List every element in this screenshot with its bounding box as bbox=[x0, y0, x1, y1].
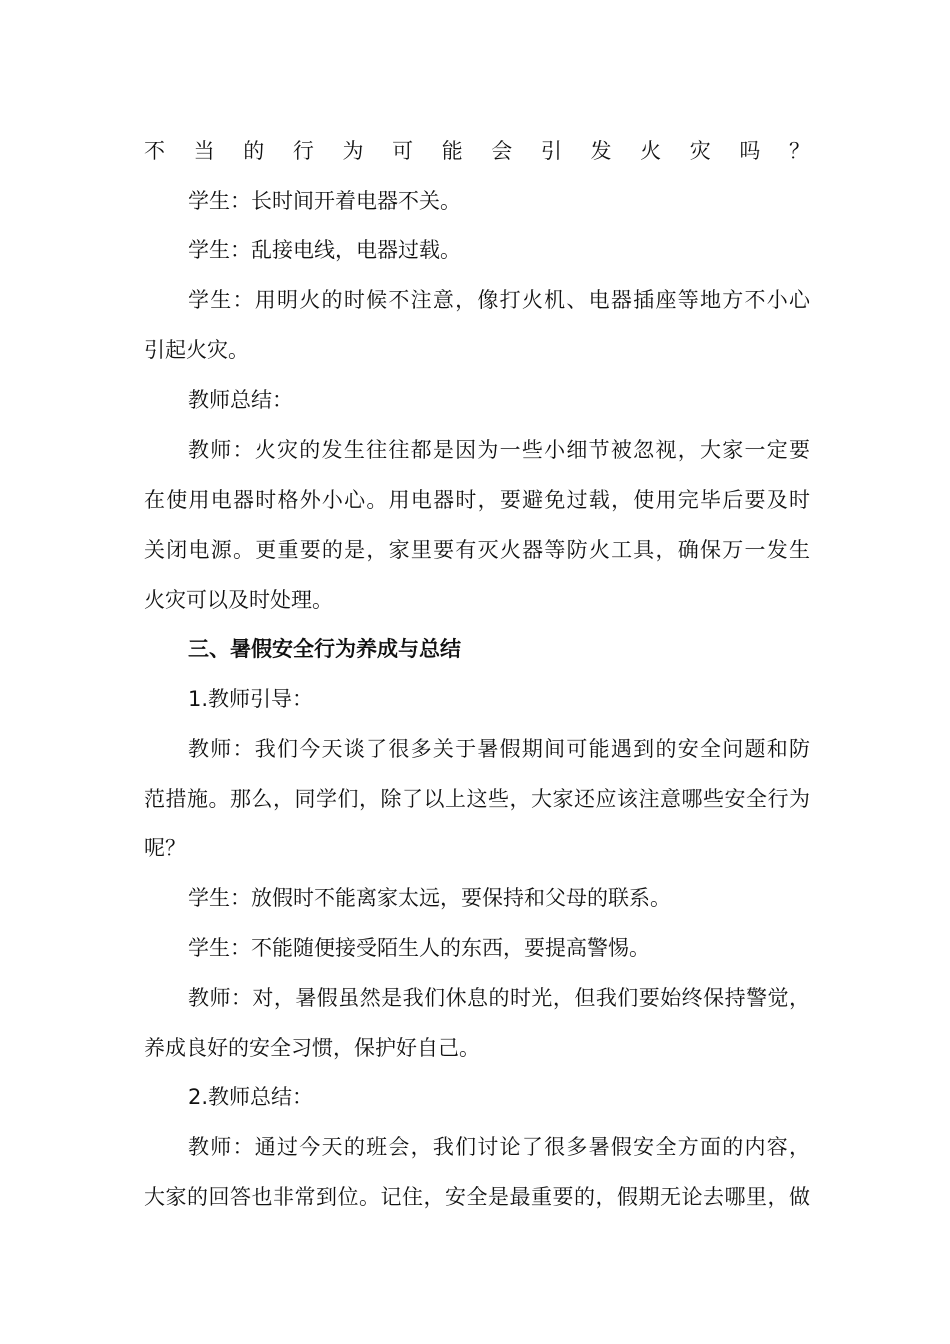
text-line: 教师总结： bbox=[188, 388, 293, 412]
text-line: 学生：放假时不能离家太远，要保持和父母的联系。 bbox=[188, 886, 671, 910]
text-line: 学生：不能随便接受陌生人的东西，要提高警惕。 bbox=[188, 936, 650, 960]
section-heading: 三、暑假安全行为养成与总结 bbox=[188, 637, 461, 661]
subsection-heading: 1.教师引导： bbox=[188, 687, 314, 711]
text-line: 学生：长时间开着电器不关。 bbox=[188, 189, 461, 213]
text-line: 火灾可以及时处理。 bbox=[144, 588, 333, 612]
text-line: 教师：对，暑假虽然是我们休息的时光，但我们要始终保持警觉， bbox=[188, 986, 810, 1010]
text-line: 引起火灾。 bbox=[144, 338, 249, 362]
text-line: 不当的行为可能会引发火灾吗？ bbox=[144, 139, 810, 163]
text-line: 教师：通过今天的班会，我们讨论了很多暑假安全方面的内容， bbox=[188, 1135, 810, 1159]
text-line: 教师：火灾的发生往往都是因为一些小细节被忽视，大家一定要 bbox=[188, 438, 810, 462]
text-line: 学生：用明火的时候不注意，像打火机、电器插座等地方不小心 bbox=[188, 288, 810, 312]
text-line: 呢？ bbox=[144, 836, 186, 860]
text-line: 养成良好的安全习惯，保护好自己。 bbox=[144, 1036, 480, 1060]
text-line: 关闭电源。更重要的是，家里要有灭火器等防火工具，确保万一发生 bbox=[144, 538, 810, 562]
subsection-heading: 2.教师总结： bbox=[188, 1085, 314, 1109]
text-line: 在使用电器时格外小心。用电器时，要避免过载，使用完毕后要及时 bbox=[144, 488, 810, 512]
text-line: 范措施。那么，同学们，除了以上这些，大家还应该注意哪些安全行为 bbox=[144, 787, 810, 811]
text-line: 学生：乱接电线，电器过载。 bbox=[188, 238, 461, 262]
text-line: 大家的回答也非常到位。记住，安全是最重要的，假期无论去哪里，做 bbox=[144, 1185, 810, 1209]
text-line: 教师：我们今天谈了很多关于暑假期间可能遇到的安全问题和防 bbox=[188, 737, 810, 761]
